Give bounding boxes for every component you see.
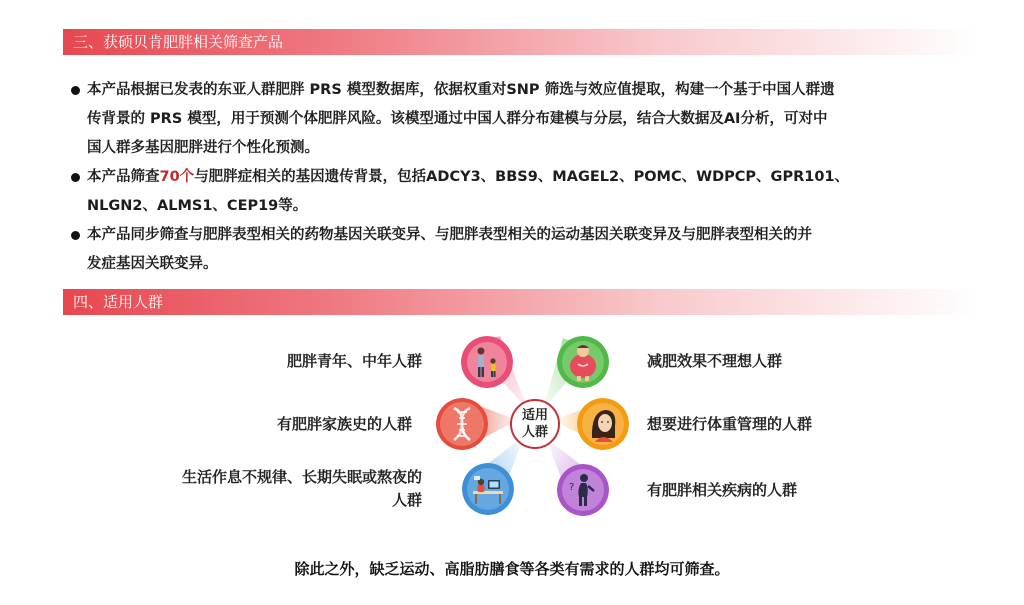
audience-label-young-middle-aged: 肥胖青年、中年人群 [286, 352, 422, 370]
audience-center-badge [510, 399, 560, 449]
audience-label-weight-management: 想要进行体重管理的人群 [647, 415, 813, 433]
bullet-line: 国人群多基因肥胖进行个性化预测。 [87, 140, 319, 156]
audience-label-family-history: 有肥胖家族史的人群 [276, 415, 412, 433]
back-pain-icon [557, 464, 609, 516]
bullet-line: 传背景的 PRS 模型，用于预测个体肥胖风险。该模型通过中国人群分布建模与分层，结合大数据及AI分析，可对中 [87, 111, 828, 127]
bullet-line: 本产品同步筛查与肥胖表型相关的药物基因关联变异、与肥胖表型相关的运动基因关联变异及与肥胖表型相关的并 [87, 227, 812, 243]
bullet-line: 本产品根据已发表的东亚人群肥胖 PRS 模型数据库，依据权重对SNP 筛选与效应值提取，构建一个基于中国人群遗 [87, 82, 835, 98]
center-label-line: 人群 [521, 425, 548, 440]
section-title: 四、适用人群 [73, 293, 164, 311]
label-line: 人群 [391, 491, 422, 509]
family-icon [461, 336, 513, 388]
audience-label-obesity-diseases: 有肥胖相关疾病的人群 [647, 481, 798, 499]
footer-note: 除此之外，缺乏运动、高脂肪膳食等各类有需求的人群均可筛查。 [294, 560, 730, 578]
bullet-text: 本产品筛查 [87, 169, 160, 185]
desk-worker-icon [462, 463, 514, 515]
audience-label-irregular-lifestyle [182, 466, 422, 512]
overweight-person-icon [557, 336, 609, 388]
woman-thinking-icon [577, 398, 629, 450]
svg-text:?: ? [569, 482, 575, 493]
label-line: 生活作息不规律、长期失眠或熬夜的 [181, 468, 422, 486]
bullet-text: 与肥胖症相关的基因遗传背景，包括ADCY3、BBS9、MAGEL2、POMC、WDPCP、GPR101、 [194, 169, 850, 185]
section-title: 三、获硕贝肯肥胖相关筛查产品 [73, 33, 284, 51]
bullet-line: 发症基因关联变异。 [87, 256, 218, 272]
dna-icon [436, 398, 488, 450]
bullet-line: NLGN2、ALMS1、CEP19等。 [87, 198, 308, 214]
center-label-line: 适用 [521, 408, 548, 423]
audience-label-weight-loss-ineffective: 减肥效果不理想人群 [647, 352, 783, 370]
gene-count-highlight: 70个 [159, 169, 195, 185]
